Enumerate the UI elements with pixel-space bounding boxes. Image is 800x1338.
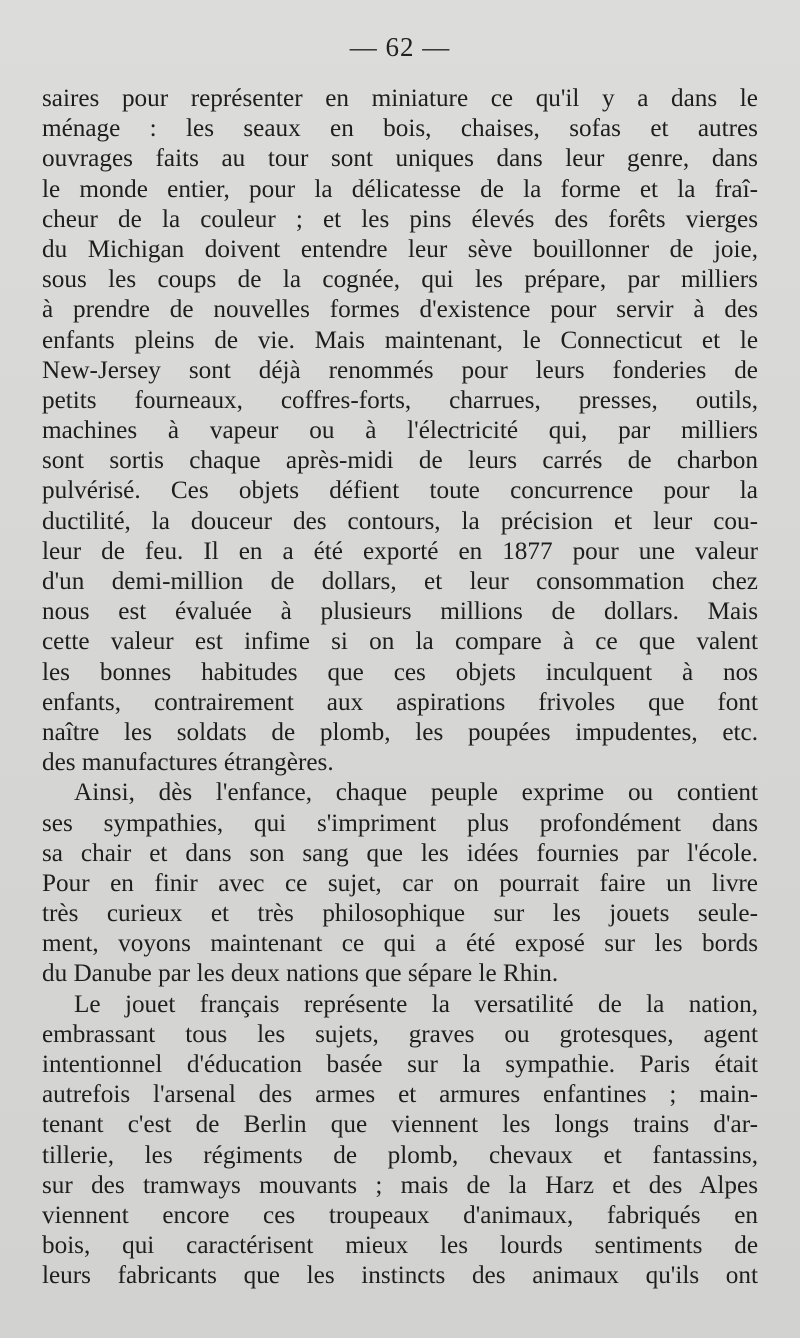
text-line: cheur de la couleur ; et les pins élevés des forêts vierges <box>42 205 758 233</box>
text-line: Le jouet français représente la versatilité de la nation, <box>74 990 758 1018</box>
text-line: leur de feu. Il en a été exporté en 1877 pour une valeur <box>42 537 758 565</box>
text-line: New-Jersey sont déjà renommés pour leurs fonderies de <box>42 356 758 384</box>
paragraph <box>42 778 758 989</box>
text-line: d'un demi-million de dollars, et leur consommation chez <box>42 568 758 595</box>
text-line: leurs fabricants que les instincts des animaux qu'ils ont <box>42 1262 758 1290</box>
text-line: enfants pleins de vie. Mais maintenant, le Connecticut et le <box>42 326 758 354</box>
text-line: les bonnes habitudes que ces objets inculquent à nos <box>42 658 758 686</box>
text-line: sa chair et dans son sang que les idées fournies par l'école. <box>42 839 758 867</box>
text-line: embrassant tous les sujets, graves ou grotesques, agent <box>42 1020 758 1048</box>
text-line: à prendre de nouvelles formes d'existence pour servir à des <box>42 296 758 324</box>
paragraph <box>42 990 758 1292</box>
text-line: autrefois l'arsenal des armes et armures enfantines ; main- <box>42 1081 758 1109</box>
text-line: pulvérisé. Ces objets défient toute concurrence pour la <box>42 477 758 505</box>
text-line: sur des tramways mouvants ; mais de la Harz et des Alpes <box>42 1171 758 1199</box>
text-line: tenant c'est de Berlin que viennent les longs trains d'ar- <box>42 1111 758 1139</box>
text-line: ménage : les seaux en bois, chaises, sofas et autres <box>42 115 758 143</box>
text-line: Pour en finir avec ce sujet, car on pourrait faire un livre <box>42 869 758 897</box>
text-line: enfants, contrairement aux aspirations frivoles que font <box>42 688 758 716</box>
text-line: viennent encore ces troupeaux d'animaux, fabriqués en <box>42 1201 758 1229</box>
text-line: tillerie, les régiments de plomb, chevaux et fantassins, <box>42 1141 758 1169</box>
page-number: — 62 — <box>349 32 451 62</box>
text-line: du Michigan doivent entendre leur sève bouillonner de joie, <box>42 235 758 263</box>
text-line: ses sympathies, qui s'impriment plus profondément dans <box>42 809 758 837</box>
text-line: nous est évaluée à plusieurs millions de dollars. Mais <box>42 598 758 626</box>
text-line: le monde entier, pour la délicatesse de la forme et la fraî- <box>42 175 758 203</box>
text-line: cette valeur est infime si on la compare à ce que valent <box>42 628 758 656</box>
text-line: ouvrages faits au tour sont uniques dans leur genre, dans <box>42 145 758 173</box>
text-line: naître les soldats de plomb, les poupées impudentes, etc. <box>42 718 758 746</box>
text-line: des manufactures étrangères. <box>42 749 334 777</box>
text-line: sont sortis chaque après-midi de leurs carrés de charbon <box>42 447 758 475</box>
body-text <box>42 84 758 1292</box>
text-line: Ainsi, dès l'enfance, chaque peuple exprime ou contient <box>74 779 758 807</box>
text-line: saires pour représenter en miniature ce qu'il y a dans le <box>42 85 758 112</box>
text-line: petits fourneaux, coffres-forts, charrues, presses, outils, <box>42 386 758 414</box>
text-line: machines à vapeur ou à l'électricité qui, par milliers <box>42 417 758 445</box>
text-line: intentionnel d'éducation basée sur la sympathie. Paris était <box>42 1051 758 1078</box>
text-line: ductilité, la douceur des contours, la précision et leur cou- <box>42 507 758 535</box>
text-line: du Danube par les deux nations que sépare le Rhin. <box>42 960 559 988</box>
text-line: ment, voyons maintenant ce qui a été exposé sur les bords <box>42 930 758 958</box>
text-line: bois, qui caractérisent mieux les lourds sentiments de <box>42 1232 758 1260</box>
text-line: sous les coups de la cognée, qui les prépare, par milliers <box>42 266 758 294</box>
text-line: très curieux et très philosophique sur les jouets seule- <box>42 900 758 928</box>
paragraph <box>42 84 758 778</box>
